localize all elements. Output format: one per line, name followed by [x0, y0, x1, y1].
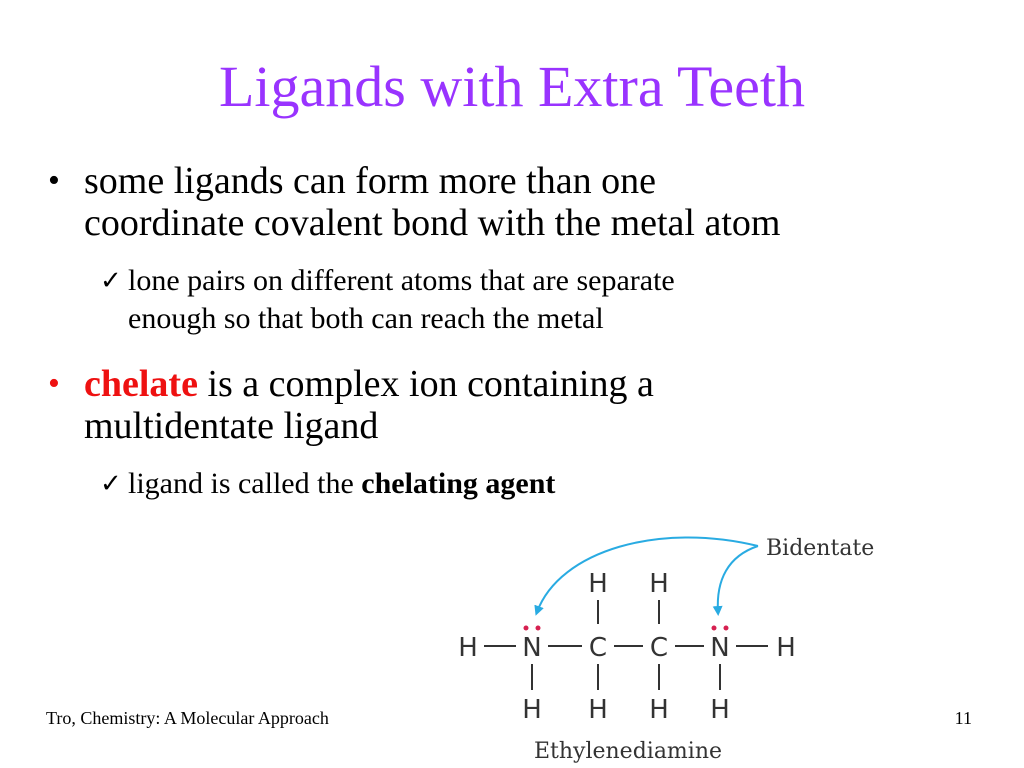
- atom-h: H: [458, 633, 478, 663]
- atom-h: H: [522, 695, 542, 725]
- lone-pair-dot: [536, 626, 541, 631]
- footer-source: Tro, Chemistry: A Molecular Approach: [46, 708, 329, 728]
- slide-title: Ligands with Extra Teeth: [218, 54, 805, 119]
- sub-bullet-2-text-plain: ligand is called the: [128, 467, 362, 500]
- atom-n: N: [522, 633, 542, 663]
- bidentate-arrow-right: [718, 546, 758, 612]
- atom-h: H: [649, 695, 669, 725]
- atom-h: H: [776, 633, 796, 663]
- chelate-term: chelate: [84, 363, 198, 405]
- bullet-2-line-2: multidentate ligand: [84, 405, 379, 447]
- bidentate-arrow-left: [537, 537, 758, 612]
- lone-pair-dot: [724, 626, 729, 631]
- page-number: 11: [954, 708, 972, 728]
- bidentate-label: Bidentate: [766, 536, 875, 561]
- atom-h: H: [649, 569, 669, 599]
- atom-h: H: [710, 695, 730, 725]
- lone-pair-dot: [524, 626, 529, 631]
- bullet-1-line-1: some ligands can form more than one: [84, 160, 656, 202]
- sub-bullet-1-line-1: lone pairs on different atoms that are separate: [128, 264, 675, 297]
- lone-pair-dot: [712, 626, 717, 631]
- atom-h: H: [588, 569, 608, 599]
- atom-c: C: [649, 633, 669, 663]
- bullet-1-line-2: coordinate covalent bond with the metal atom: [84, 202, 781, 244]
- sub-bullet-1-line-2: enough so that both can reach the metal: [128, 302, 604, 335]
- bullet-dot: •: [48, 162, 60, 199]
- check-icon: ✓: [100, 469, 122, 499]
- bullet-2-line-1-rest: is a complex ion containing a: [197, 363, 654, 405]
- atom-c: C: [588, 633, 608, 663]
- bullet-dot: •: [48, 365, 60, 402]
- check-icon: ✓: [100, 266, 122, 296]
- atom-n: N: [710, 633, 730, 663]
- chelating-agent-term: chelating agent: [361, 467, 556, 500]
- figure-caption: Ethylenediamine: [533, 739, 723, 764]
- atom-h: H: [588, 695, 608, 725]
